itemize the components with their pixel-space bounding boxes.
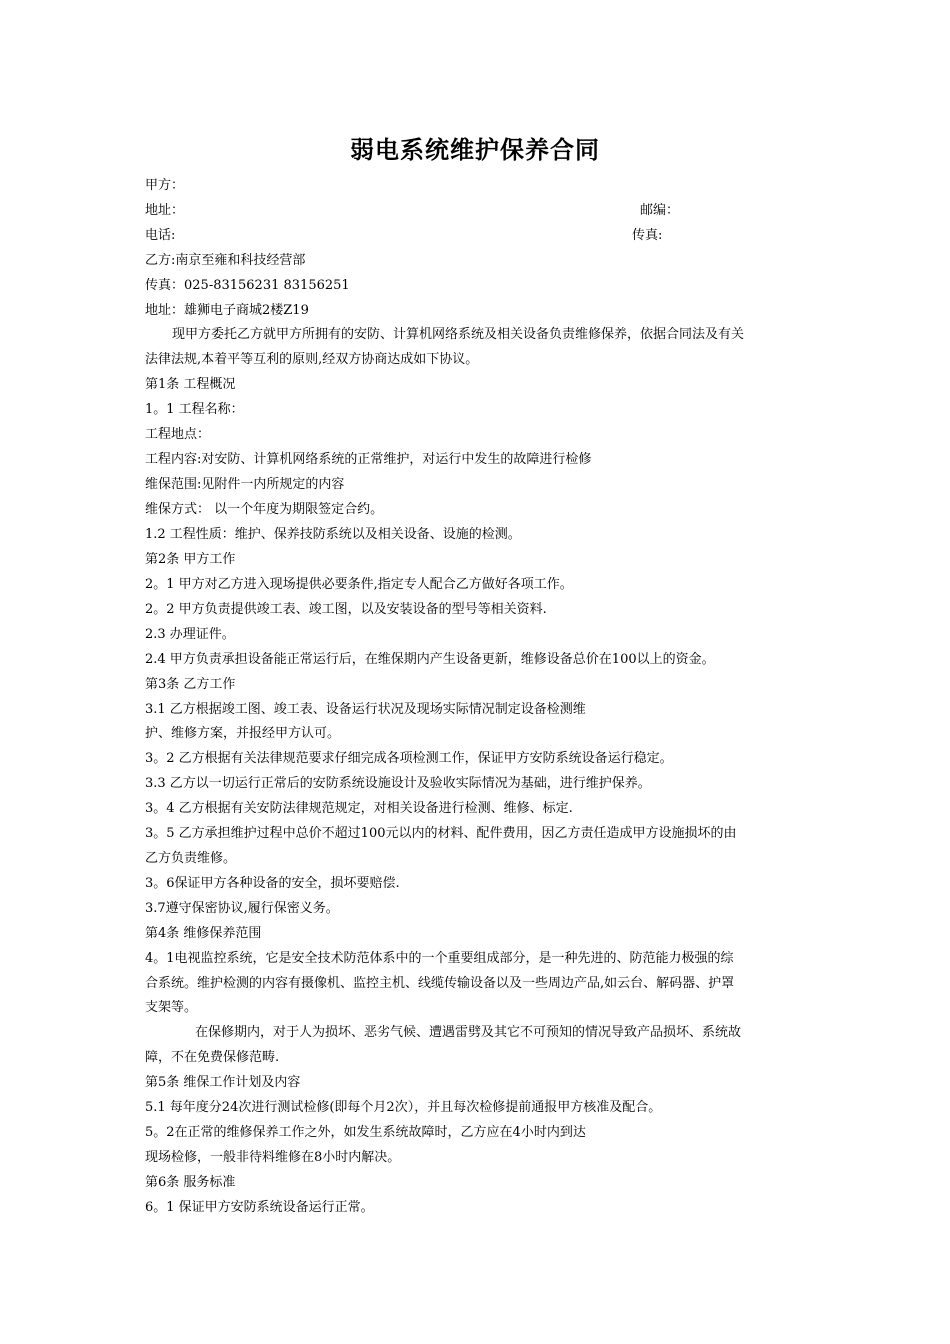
clause-line: 5。2在正常的维修保养工作之外，如发生系统故障时，乙方应在4小时内到达 bbox=[145, 1125, 586, 1140]
section-heading: 第6条 服务标准 bbox=[145, 1175, 236, 1190]
address-b-line: 地址：雄狮电子商城2楼Z19 bbox=[145, 303, 309, 318]
document-title: 弱电系统维护保养合同 bbox=[350, 136, 600, 164]
clause-line: 3。5 乙方承担维护过程中总价不超过100元以内的材料、配件费用，因乙方责任造成甲方设施损坏的由 bbox=[145, 826, 737, 841]
clause-line: 在保修期内，对于人为损坏、恶劣气候、遭遇雷劈及其它不可预知的情况导致产品损坏、系统故 bbox=[195, 1025, 742, 1040]
address-a-line: 地址： bbox=[145, 203, 185, 218]
clause-line: 3。2 乙方根据有关法律规范要求仔细完成各项检测工作，保证甲方安防系统设备运行稳定。 bbox=[145, 751, 673, 766]
section-heading: 第1条 工程概况 bbox=[145, 377, 236, 392]
clause-line: 4。1电视监控系统，它是安全技术防范体系中的一个重要组成部分，是一种先进的、防范能力极强的综 bbox=[145, 951, 734, 966]
clause-line: 3。4 乙方根据有关安防法律规范规定，对相关设备进行检测、维修、标定. bbox=[145, 801, 573, 816]
clause-line: 2。2 甲方负责提供竣工表、竣工图，以及安装设备的型号等相关资料. bbox=[145, 602, 547, 617]
postcode-label: 邮编： bbox=[640, 203, 680, 218]
party-a-line: 甲方： bbox=[145, 178, 185, 193]
clause-line: 乙方负责维修。 bbox=[145, 851, 237, 866]
phone-a-line: 电话: bbox=[145, 228, 176, 243]
party-b-line: 乙方:南京至雍和科技经营部 bbox=[145, 253, 306, 268]
intro-paragraph-line: 法律法规,本着平等互利的原则,经双方协商达成如下协议。 bbox=[145, 352, 479, 367]
clause-line: 3.7遵守保密协议,履行保密义务。 bbox=[145, 901, 339, 916]
clause-line: 维保方式： 以一个年度为期限签定合约。 bbox=[145, 502, 384, 517]
clause-line: 3。6保证甲方各种设备的安全，损坏要赔偿. bbox=[145, 876, 400, 891]
clause-line: 5.1 每年度分24次进行测试检修(即每个月2次），并且每次检修提前通报甲方核准及配合。 bbox=[145, 1100, 662, 1115]
clause-line: 工程内容:对安防、计算机网络系统的正常维护，对运行中发生的故障进行检修 bbox=[145, 452, 592, 467]
clause-line: 3.1 乙方根据竣工图、竣工表、设备运行状况及现场实际情况制定设备检测维 bbox=[145, 702, 586, 717]
clause-line: 6。1 保证甲方安防系统设备运行正常。 bbox=[145, 1200, 374, 1215]
clause-line: 3.3 乙方以一切运行正常后的安防系统设施设计及验收实际情况为基础，进行维护保养。 bbox=[145, 776, 651, 791]
clause-line: 现场检修，一般非待料维修在8小时内解决。 bbox=[145, 1150, 401, 1165]
section-heading: 第3条 乙方工作 bbox=[145, 677, 236, 692]
clause-line: 维保范围:见附件一内所规定的内容 bbox=[145, 477, 345, 492]
clause-line: 2。1 甲方对乙方进入现场提供必要条件,指定专人配合乙方做好各项工作。 bbox=[145, 577, 573, 592]
section-heading: 第4条 维修保养范围 bbox=[145, 926, 262, 941]
clause-line: 工程地点： bbox=[145, 427, 211, 442]
clause-line: 1.2 工程性质：维护、保养技防系统以及相关设备、设施的检测。 bbox=[145, 527, 521, 542]
clause-line: 合系统。维护检测的内容有摄像机、监控主机、线缆传输设备以及一些周边产品,如云台、解码器、护罩 bbox=[145, 976, 735, 991]
clause-line: 1。1 工程名称： bbox=[145, 402, 244, 417]
clause-line: 支架等。 bbox=[145, 1000, 198, 1015]
section-heading: 第5条 维保工作计划及内容 bbox=[145, 1075, 301, 1090]
clause-line: 障，不在免费保修范畴. bbox=[145, 1050, 280, 1065]
clause-line: 护、维修方案，并报经甲方认可。 bbox=[145, 726, 341, 741]
clause-line: 2.4 甲方负责承担设备能正常运行后，在维保期内产生设备更新，维修设备总价在100以上的资金。 bbox=[145, 652, 715, 667]
clause-line: 2.3 办理证件。 bbox=[145, 627, 235, 642]
section-heading: 第2条 甲方工作 bbox=[145, 552, 236, 567]
fax-label: 传真: bbox=[632, 228, 663, 243]
fax-b-line: 传真：025-83156231 83156251 bbox=[145, 278, 350, 293]
intro-paragraph-line: 现甲方委托乙方就甲方所拥有的安防、计算机网络系统及相关设备负责维修保养，依据合同法及有关 bbox=[172, 327, 745, 342]
